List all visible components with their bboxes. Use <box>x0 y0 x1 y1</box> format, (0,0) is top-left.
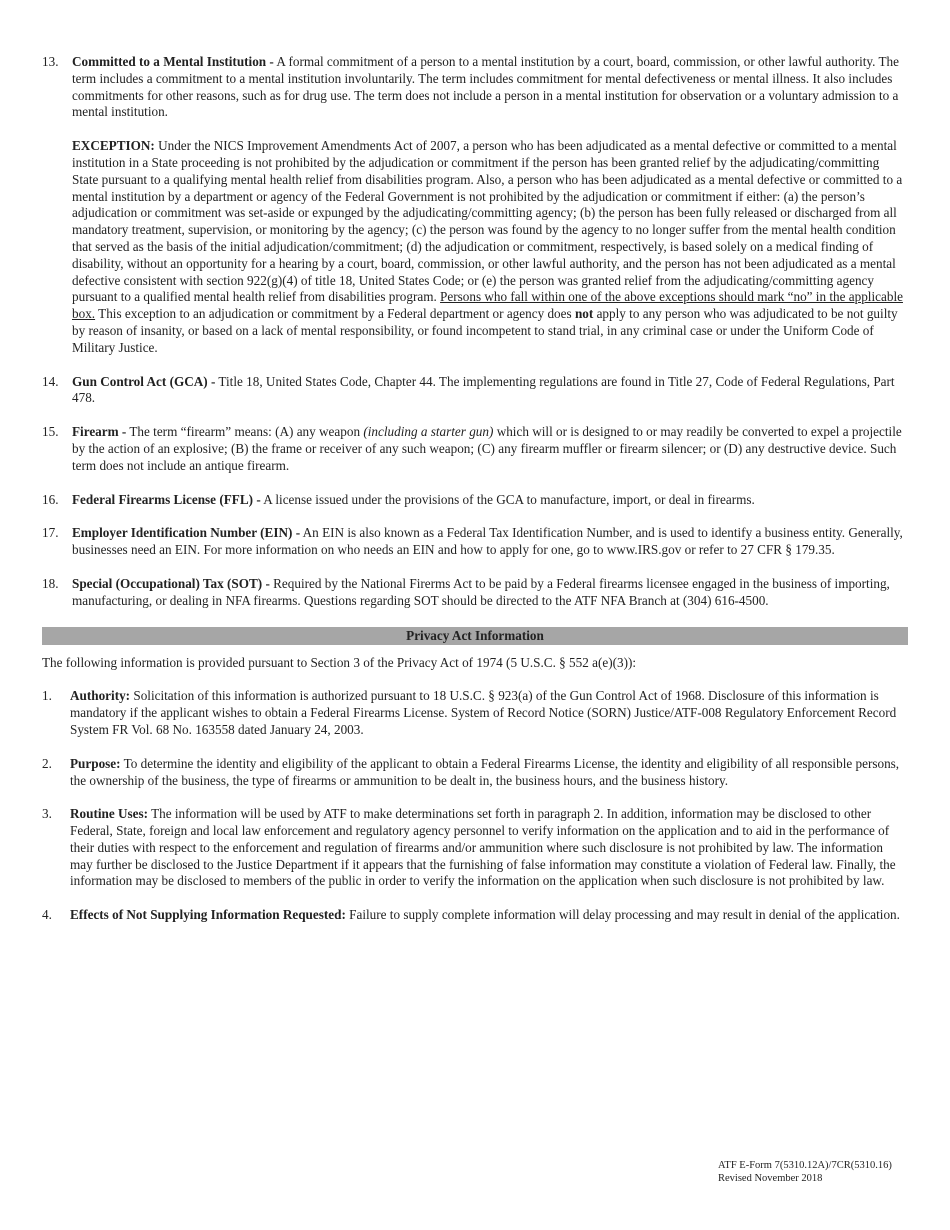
exception-instruction: Persons who fall within one of the above exceptions should mark “no” in the applicable box. <box>72 289 903 322</box>
definition-text: Special (Occupational) Tax (SOT) - Required by the National Firerms Act to be paid by a Federal firearms licensee engaged in the business of importing, manufacturing, or dealing in NFA firearms. Questions regarding SOT should be directed to the ATF NFA Branch at (304) 616-4500. <box>72 575 890 608</box>
item-number: 17. <box>42 525 59 541</box>
definition-text: Firearm - The term “firearm” means: (A) any weapon (including a starter gun) which will or is designed to or may readily be converted to expel a projectile by the action of an explosive; (B) the frame or receiver of any such weapon; (C) any firearm muffler or firearm silencer; or (D) any destructive device. Such term does not include an antique firearm. <box>72 424 902 473</box>
privacy-term: Purpose: <box>70 755 121 771</box>
item-number: 2. <box>42 755 52 771</box>
definition-term: Gun Control Act (GCA) - <box>72 373 216 389</box>
privacy-term: Authority: <box>70 688 131 704</box>
definition-13 <box>42 54 908 357</box>
item-number: 16. <box>42 491 59 507</box>
privacy-item-4 <box>42 907 908 924</box>
definition-18 <box>42 576 908 610</box>
privacy-act-heading: Privacy Act Information <box>42 627 908 645</box>
definition-14 <box>42 374 908 408</box>
exception-label: EXCEPTION: <box>72 138 155 154</box>
item-number: 1. <box>42 688 52 704</box>
definition-17 <box>42 525 908 559</box>
privacy-text: Purpose: To determine the identity and eligibility of the applicant to obtain a Federal Firearms License, the identity and eligibility of all responsible persons, the ownership of the business, the type of firearms or ammunition to be dealt in, the business hours, and the business history. <box>70 755 900 788</box>
definition-term: Employer Identification Number (EIN) - <box>72 525 301 541</box>
item-number: 14. <box>42 373 59 389</box>
privacy-item-2 <box>42 756 908 790</box>
definition-16 <box>42 492 908 509</box>
definition-text: Employer Identification Number (EIN) - An EIN is also known as a Federal Tax Identification Number, and is used to identify a business entity. Generally, businesses need an EIN. For more information on who needs an EIN and how to apply for one, go to www.IRS.gov or refer to 27 CFR § 179.35. <box>72 525 903 558</box>
privacy-text: Effects of Not Supplying Information Requested: Failure to supply complete information will delay processing and may result in denial of the application. <box>70 907 900 923</box>
privacy-item-1 <box>42 688 908 738</box>
definition-term: Firearm - <box>72 424 127 440</box>
item-number: 15. <box>42 424 59 440</box>
form-id: ATF E-Form 7(5310.12A)/7CR(5310.16) <box>718 1160 892 1171</box>
privacy-item-3 <box>42 806 908 890</box>
item-number: 13. <box>42 54 59 69</box>
privacy-text: Authority: Solicitation of this information is authorized pursuant to 18 U.S.C. § 923(a) of the Gun Control Act of 1968. Disclosure of this information is mandatory if the applicant wishes to obtain a Federal Firearms License. System of Record Notice (SORN) Justice/ATF-008 Regulatory Enforcement Record System FR Vol. 68 No. 163558 dated January 24, 2003. <box>70 688 897 737</box>
privacy-term: Effects of Not Supplying Information Requested: <box>70 907 346 923</box>
definition-text: Gun Control Act (GCA) - Title 18, United States Code, Chapter 44. The implementing regulations are found in Title 27, Code of Federal Regulations, Part 478. <box>72 373 895 406</box>
revision-date: Revised November 2018 <box>718 1172 823 1184</box>
definition-text: Committed to a Mental Institution - A formal commitment of a person to a mental institution by a court, board, commission, or other lawful authority. The term includes a commitment to a mental institution involuntarily. The term includes commitment for mental defectiveness or mental illness. It also includes commitments for other reasons, such as for drug use. The term does not include a person in a mental institution for observation or a voluntary admission to a mental institution. <box>72 54 900 120</box>
item-number: 4. <box>42 907 52 923</box>
item-number: 18. <box>42 575 59 591</box>
item-number: 3. <box>42 806 52 822</box>
definition-term: Federal Firearms License (FFL) - <box>72 491 261 507</box>
privacy-intro: The following information is provided pursuant to Section 3 of the Privacy Act of 1974 (5 U.S.C. § 552 a(e)(3)): <box>42 654 637 670</box>
definition-text: Federal Firearms License (FFL) - A license issued under the provisions of the GCA to manufacture, import, or deal in firearms. <box>72 491 755 507</box>
privacy-term: Routine Uses: <box>70 806 149 822</box>
definition-term: Special (Occupational) Tax (SOT) - <box>72 575 270 591</box>
definition-15 <box>42 424 908 474</box>
exception-paragraph: EXCEPTION: Under the NICS Improvement Amendments Act of 2007, a person who has been adjudicated as a mental defective or committed to a mental institution in a State proceeding is not prohibited by the adjudication or commitment if the person has been granted relief by the adjudicating/committing State pursuant to a qualifying mental health relief from disabilities program. Also, a person who has been adjudicated as a mental defective or committed to a mental institution by a department or agency of the Federal Government is not prohibited by the adjudication or commitment if either: (a) the person’s adjudication or commitment was set-aside or expunged by the adjudicating/committing agency; (b) the person has been fully released or discharged from all mandatory treatment, supervision, or monitoring by the agency; (c) the person was found by the agency to no longer suffer from the mental health condition that served as the basis of the initial adjudication/commitment; (d) the adjudication or commitment, respectively, is based solely on a medical finding of disability, without an opportunity for a hearing by a court, board, commission, or other lawful authority, and the person has not been adjudicated as a mental defective consistent with section 922(g)(4) of title 18, United States Code; or (e) the person was granted relief from the adjudicating/committing agency pursuant to a qualified mental health relief from disabilities program. Persons who fall within one of the above exceptions should mark “no” in the applicable box. This exception to an adjudication or commitment by a Federal department or agency does not apply to any person who was adjudicated to be not guilty by reason of insanity, or based on a lack of mental responsibility, or found incompetent to stand trial, in any criminal case or under the Uniform Code of Military Justice. <box>72 138 903 355</box>
definition-term: Committed to a Mental Institution - <box>72 54 274 69</box>
privacy-text: Routine Uses: The information will be used by ATF to make determinations set forth in paragraph 2. In addition, information may be disclosed to other Federal, State, foreign and local law enforcement and regulatory agency personnel to verify information on the application and to aid in the performance of their duties with respect to the enforcement and regulation of firearms and/or ammunition where such disclosure is not prohibited by law. The information may further be disclosed to the Justice Department if it appears that the furnishing of false information may constitute a violation of Federal law. Finally, the information may be disclosed to members of the public in order to verify the information on the application when such disclosure is not prohibited by law. <box>70 806 896 889</box>
form-footer <box>718 1160 892 1185</box>
document-page <box>42 54 908 941</box>
